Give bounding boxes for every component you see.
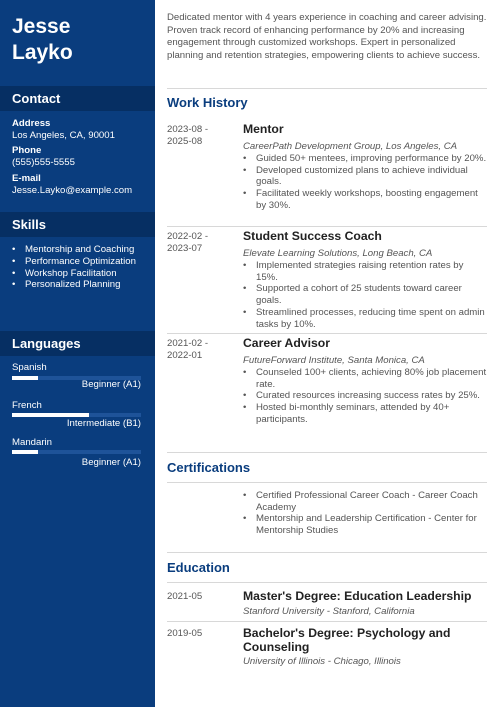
job-bullet: • Curated resources increasing success rates by 25%. xyxy=(243,390,487,402)
job-bullets xyxy=(243,367,487,426)
language-bar-mandarin xyxy=(12,450,141,454)
job-bullet: • Supported a cohort of 25 students toward career goals. xyxy=(243,283,487,306)
divider xyxy=(167,226,487,227)
contact-heading: Contact xyxy=(0,86,155,111)
job-title: Career Advisor xyxy=(243,336,330,350)
job-bullet: • Counseled 100+ clients, achieving 80% job placement rate. xyxy=(243,367,487,390)
languages-heading: Languages xyxy=(0,331,155,356)
first-name: Jesse xyxy=(12,15,71,38)
job-date xyxy=(167,338,237,362)
language-bar-fill xyxy=(12,376,38,380)
divider xyxy=(167,333,487,334)
job-bullet: • Hosted bi-monthly seminars, attended by 40+ participants. xyxy=(243,402,487,425)
certifications-heading: Certifications xyxy=(167,460,251,475)
education-date: 2021-05 xyxy=(167,591,203,602)
skills-heading: Skills xyxy=(0,212,155,237)
profile-summary: Dedicated mentor with 4 years experience in coaching and career advising. Proven track record of enhancing performance by 20% and increasing engagement through customized workshops. Expert in personalized planning and retention strategies, empowering clients to achieve success. xyxy=(167,12,487,61)
phone-label: Phone xyxy=(12,145,42,156)
divider xyxy=(167,621,487,622)
address-label: Address xyxy=(12,118,51,129)
job-date-start: 2023-08 - xyxy=(167,124,209,135)
job-date-end: 2022-01 xyxy=(167,350,203,361)
divider xyxy=(167,88,487,89)
divider xyxy=(167,452,487,453)
education-date: 2019-05 xyxy=(167,628,203,639)
job-date xyxy=(167,124,237,148)
skills-list xyxy=(12,244,148,291)
certification-item: • Certified Professional Career Coach - Career Coach Academy xyxy=(243,490,487,513)
last-name: Layko xyxy=(12,41,73,64)
language-name-mandarin: Mandarin xyxy=(12,437,52,448)
language-bar-fill xyxy=(12,413,89,417)
education-heading: Education xyxy=(167,560,230,575)
job-bullets xyxy=(243,153,487,212)
job-bullet: • Implemented strategies raising retention rates by 15%. xyxy=(243,260,487,283)
skill-item: • Personalized Planning xyxy=(12,279,148,291)
job-date-start: 2022-02 - xyxy=(167,231,209,242)
job-bullet: • Developed customized plans to achieve individual goals. xyxy=(243,165,487,188)
divider xyxy=(167,482,487,483)
candidate-name xyxy=(12,14,73,66)
job-bullet: • Guided 50+ mentees, improving performance by 20%. xyxy=(243,153,487,165)
phone-value: (555)555-5555 xyxy=(12,157,75,168)
job-company: CareerPath Development Group, Los Angeles, CA xyxy=(243,141,458,152)
job-date-start: 2021-02 - xyxy=(167,338,209,349)
job-title: Mentor xyxy=(243,122,284,136)
skill-item: • Performance Optimization xyxy=(12,256,148,268)
language-name-spanish: Spanish xyxy=(12,362,47,373)
skill-item: • Workshop Facilitation xyxy=(12,268,148,280)
work-history-heading: Work History xyxy=(167,95,248,110)
education-school: Stanford University - Stanford, California xyxy=(243,606,415,617)
address-value: Los Angeles, CA, 90001 xyxy=(12,130,115,141)
skill-item: • Mentorship and Coaching xyxy=(12,244,148,256)
job-date xyxy=(167,231,237,255)
job-date-end: 2023-07 xyxy=(167,243,203,254)
divider xyxy=(167,582,487,583)
job-company: FutureForward Institute, Santa Monica, CA xyxy=(243,355,425,366)
email-label: E-mail xyxy=(12,173,41,184)
certifications-list xyxy=(243,490,487,537)
language-bar-french xyxy=(12,413,141,417)
language-level-mandarin: Beginner (A1) xyxy=(81,457,141,468)
email-value: Jesse.Layko@example.com xyxy=(12,185,133,196)
job-bullet: • Streamlined processes, reducing time spent on admin tasks by 10%. xyxy=(243,307,487,330)
certification-item: • Mentorship and Leadership Certification - Center for Mentorship Studies xyxy=(243,513,487,536)
education-degree xyxy=(243,626,487,654)
language-level-french: Intermediate (B1) xyxy=(66,418,141,429)
education-degree: Master's Degree: Education Leadership xyxy=(243,589,472,603)
job-company: Elevate Learning Solutions, Long Beach, CA xyxy=(243,248,433,259)
job-title: Student Success Coach xyxy=(243,229,382,243)
language-bar-fill xyxy=(12,450,38,454)
language-name-french: French xyxy=(12,400,42,411)
job-bullets xyxy=(243,260,487,330)
divider xyxy=(167,552,487,553)
job-bullet: • Facilitated weekly workshops, boosting engagement by 30%. xyxy=(243,188,487,211)
education-degree-line: Bachelor's Degree: Psychology and Counseling xyxy=(243,626,451,654)
job-date-end: 2025-08 xyxy=(167,136,203,147)
education-school: University of Illinois - Chicago, Illinois xyxy=(243,656,401,667)
sidebar xyxy=(0,0,155,707)
language-level-spanish: Beginner (A1) xyxy=(81,379,141,390)
